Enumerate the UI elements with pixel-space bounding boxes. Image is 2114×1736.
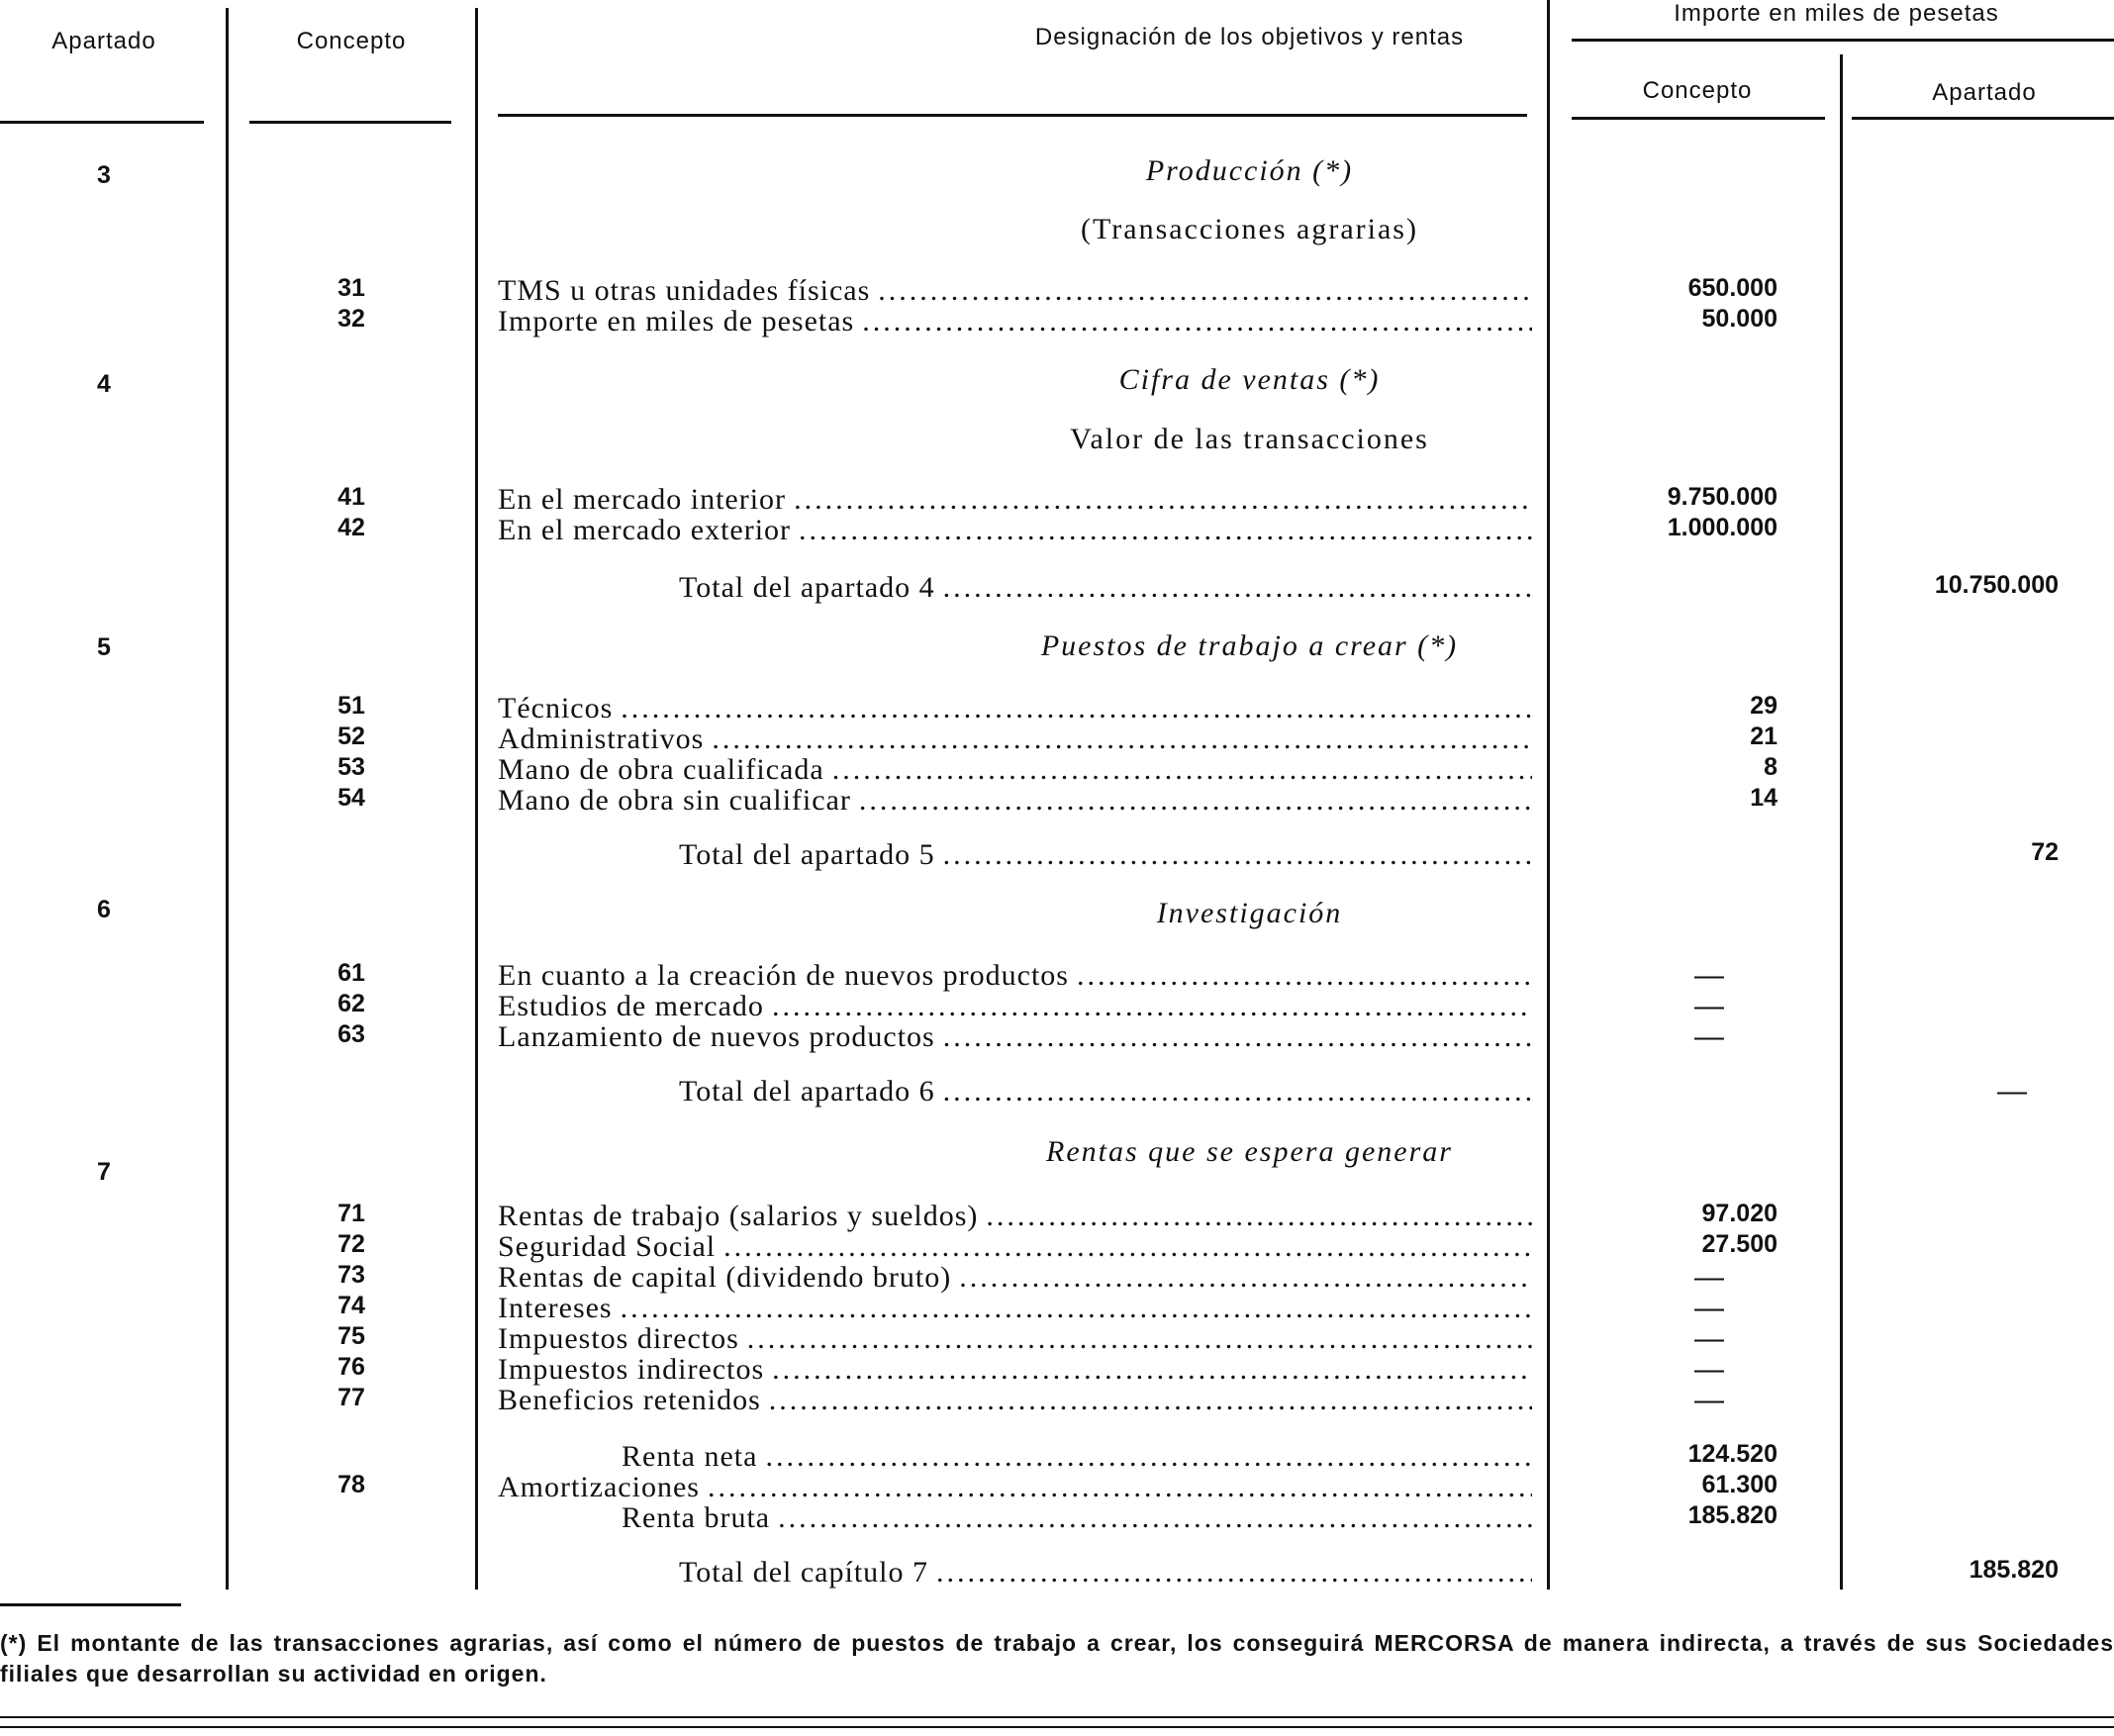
concept-value: 61.300 xyxy=(1701,1471,1778,1498)
concept-code: 52 xyxy=(337,723,365,750)
row-label: Mano de obra cualificada ..... xyxy=(498,753,1532,787)
concept-code: 76 xyxy=(337,1353,365,1381)
concept-value: — xyxy=(1694,1353,1724,1386)
header-importe: Importe en miles de pesetas xyxy=(1674,0,1999,27)
section-subtitle: Valor de las transacciones xyxy=(1070,423,1429,455)
apartado-number: 7 xyxy=(97,1158,111,1186)
concept-code: 54 xyxy=(337,784,365,812)
row-label: Importe en miles de pesetas ..... xyxy=(498,305,1532,338)
concept-value: 21 xyxy=(1750,723,1778,750)
apartado-total: — xyxy=(1997,1075,2027,1108)
row-label: Rentas de trabajo (salarios y sueldos) ..... xyxy=(498,1200,1532,1233)
concept-code: 73 xyxy=(337,1261,365,1289)
row-label: Técnicos ..... xyxy=(498,692,1532,725)
row-label: Renta bruta ..... xyxy=(622,1501,1532,1535)
concept-code: 31 xyxy=(337,274,365,302)
row-label: Lanzamiento de nuevos productos ..... xyxy=(498,1020,1532,1054)
concept-value: 650.000 xyxy=(1687,274,1778,302)
concept-value: — xyxy=(1694,1261,1724,1294)
concept-value: 50.000 xyxy=(1701,305,1778,333)
header-concepto: Concepto xyxy=(296,28,407,54)
concept-value: — xyxy=(1694,1384,1724,1416)
section-title: Cifra de ventas (*) xyxy=(1118,363,1381,396)
divider-importe-columns xyxy=(1840,54,1843,1590)
concept-value: — xyxy=(1694,1292,1724,1324)
apartado-total: 72 xyxy=(2031,838,2059,866)
total-label: Total del capítulo 7 ..... xyxy=(679,1556,1532,1590)
row-label: Impuestos directos ..... xyxy=(498,1322,1532,1356)
header-rule-importe xyxy=(1572,39,2114,42)
concept-value: 14 xyxy=(1750,784,1778,812)
section-title: Puestos de trabajo a crear (*) xyxy=(1040,629,1459,662)
concept-code: 78 xyxy=(337,1471,365,1498)
row-label: Renta neta ..... xyxy=(622,1440,1532,1474)
header-sub-apartado: Apartado xyxy=(1932,79,2037,106)
concept-value: 124.520 xyxy=(1687,1440,1778,1468)
row-label: Amortizaciones ..... xyxy=(498,1471,1532,1504)
concept-value: 9.750.000 xyxy=(1667,483,1778,511)
apartado-number: 3 xyxy=(97,161,111,189)
footnote: (*) El montante de las transacciones agrarias, así como el número de puestos de trabajo a crear, los conseguirá MERCORSA de manera indirecta, a través de sus Sociedades filiales que desarrollan su actividad en origen. xyxy=(0,1630,2114,1687)
concept-code: 62 xyxy=(337,990,365,1017)
apartado-number: 4 xyxy=(97,370,111,398)
header-rule-designacion xyxy=(498,114,1527,117)
row-label: Intereses ..... xyxy=(498,1292,1532,1325)
concept-value: — xyxy=(1694,1322,1724,1355)
footnote-rule xyxy=(0,1603,181,1606)
section-subtitle: (Transacciones agrarias) xyxy=(1081,213,1418,245)
section-title: Investigación xyxy=(1156,897,1343,929)
concept-code: 74 xyxy=(337,1292,365,1319)
concept-value: 8 xyxy=(1764,753,1778,781)
concept-value: 1.000.000 xyxy=(1667,514,1778,541)
concept-value: 29 xyxy=(1750,692,1778,720)
total-label: Total del apartado 5 ..... xyxy=(679,838,1532,872)
apartado-total: 10.750.000 xyxy=(1934,571,2059,599)
concept-value: — xyxy=(1694,990,1724,1022)
header-sub-concepto: Concepto xyxy=(1642,77,1753,104)
concept-code: 32 xyxy=(337,305,365,333)
row-label: TMS u otras unidades físicas ..... xyxy=(498,274,1532,308)
row-label: Seguridad Social ..... xyxy=(498,1230,1532,1264)
row-label: Mano de obra sin cualificar ..... xyxy=(498,784,1532,818)
page-bottom-rule-second xyxy=(0,1726,2114,1728)
concept-code: 42 xyxy=(337,514,365,541)
row-label: Estudios de mercado ..... xyxy=(498,990,1532,1023)
row-label: Administrativos ..... xyxy=(498,723,1532,756)
row-label: Rentas de capital (dividendo bruto) ..... xyxy=(498,1261,1532,1295)
concept-code: 75 xyxy=(337,1322,365,1350)
concept-code: 41 xyxy=(337,483,365,511)
total-label: Total del apartado 4 ..... xyxy=(679,571,1532,605)
header-rule-sub-concepto xyxy=(1572,117,1825,120)
row-label: Beneficios retenidos ..... xyxy=(498,1384,1532,1417)
row-label: Impuestos indirectos ..... xyxy=(498,1353,1532,1387)
divider-concepto-designacion xyxy=(475,8,478,1590)
concept-value: — xyxy=(1694,1020,1724,1053)
concept-value: 185.820 xyxy=(1687,1501,1778,1529)
concept-code: 61 xyxy=(337,959,365,987)
concept-value: 27.500 xyxy=(1701,1230,1778,1258)
concept-code: 71 xyxy=(337,1200,365,1227)
header-designacion: Designación de los objetivos y rentas xyxy=(1034,24,1465,50)
concept-value: — xyxy=(1694,959,1724,992)
header-rule-apartado xyxy=(0,121,204,124)
total-label: Total del apartado 6 ..... xyxy=(679,1075,1532,1109)
row-label: En cuanto a la creación de nuevos productos ..... xyxy=(498,959,1532,993)
concept-code: 63 xyxy=(337,1020,365,1048)
concept-code: 51 xyxy=(337,692,365,720)
concept-code: 77 xyxy=(337,1384,365,1411)
section-title: Rentas que se espera generar xyxy=(1046,1135,1453,1168)
apartado-number: 5 xyxy=(97,633,111,661)
header-apartado: Apartado xyxy=(51,28,156,54)
section-title: Producción (*) xyxy=(1145,154,1354,187)
concept-code: 53 xyxy=(337,753,365,781)
header-rule-concepto xyxy=(249,121,451,124)
row-label: En el mercado exterior ..... xyxy=(498,514,1532,547)
apartado-number: 6 xyxy=(97,896,111,923)
concept-code: 72 xyxy=(337,1230,365,1258)
header-rule-sub-apartado xyxy=(1852,117,2114,120)
concept-value: 97.020 xyxy=(1701,1200,1778,1227)
page-bottom-rule xyxy=(0,1716,2114,1718)
row-label: En el mercado interior ..... xyxy=(498,483,1532,517)
apartado-total: 185.820 xyxy=(1969,1556,2059,1584)
